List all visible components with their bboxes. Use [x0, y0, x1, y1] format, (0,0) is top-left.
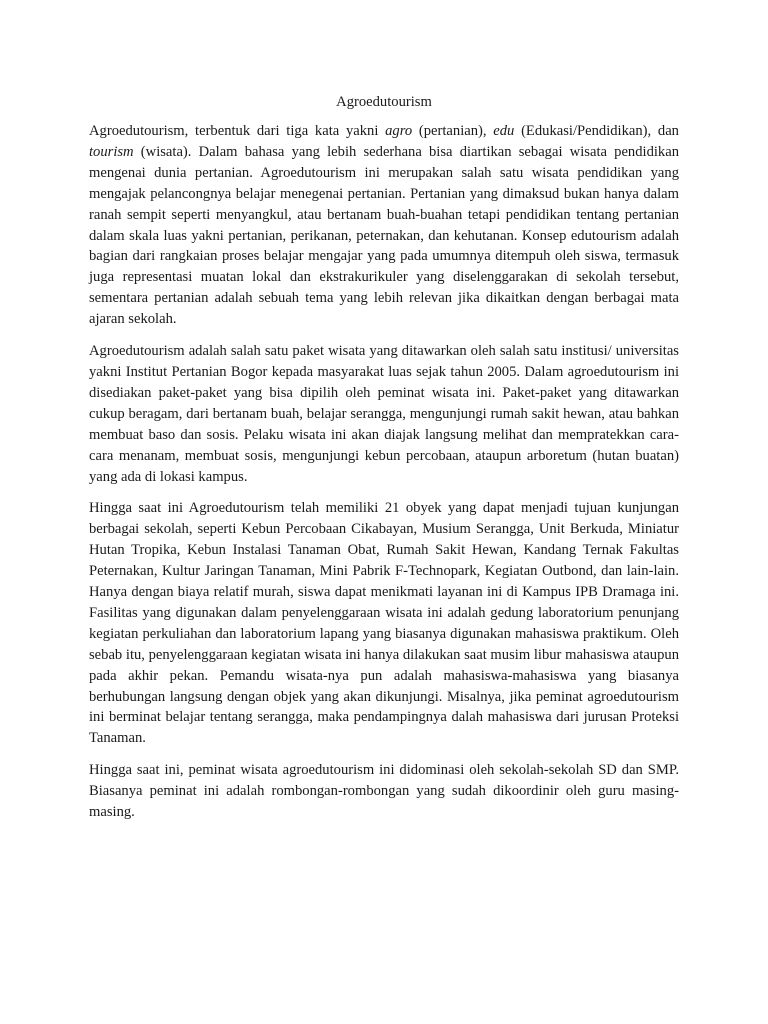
- paragraph-1: [89, 121, 679, 330]
- term-edu: edu: [493, 123, 515, 139]
- paragraph-1-text-3: (Edukasi/Pendidikan), dan: [514, 123, 679, 139]
- term-agro: agro: [385, 123, 413, 139]
- paragraph-2: Agroedutourism adalah salah satu paket wisata yang ditawarkan oleh salah satu institusi/ universitas yakni Institut Pertanian Bogor kepada masyarakat luas sejak tahun 2005. Dalam agroedutourism ini disediakan paket-paket yang bisa dipilih oleh peminat wisata ini. Paket-paket yang ditawarkan cukup beragam, dari bertanam buah, belajar serangga, mengunjungi rumah sakit hewan, atau bahkan membuat baso dan sosis. Pelaku wisata ini akan diajak langsung melihat dan mempratekkan cara-cara menanam, membuat sosis, mengunjungi kebun percobaan, ataupun arboretum (hutan buatan) yang ada di lokasi kampus.: [89, 343, 679, 485]
- paragraph-3: Hingga saat ini Agroedutourism telah memiliki 21 obyek yang dapat menjadi tujuan kunjungan berbagai sekolah, seperti Kebun Percobaan Cikabayan, Musium Serangga, Unit Berkuda, Miniatur Hutan Tropika, Kebun Instalasi Tanaman Obat, Rumah Sakit Hewan, Kandang Ternak Fakultas Peternakan, Kultur Jaringan Tanaman, Mini Pabrik F-Technopark, Kegiatan Outbond, dan lain-lain. Hanya dengan biaya relatif murah, siswa dapat menikmati layanan ini di Kampus IPB Dramaga ini. Fasilitas yang digunakan dalam penyelenggaraan wisata ini adalah gedung laboratorium penunjang kegiatan perkuliahan dan laboratorium lapang yang biasanya digunakan mahasiswa praktikum. Oleh sebab itu, penyelenggaraan kegiatan wisata ini hanya dilakukan saat musim libur mahasiswa ataupun pada akhir pekan. Pemandu wisata-nya pun adalah mahasiswa-mahasiswa yang biasanya berhubungan langsung dengan objek yang akan dikunjungi. Misalnya, jika peminat agroedutourism ini berminat belajar tentang serangga, maka pendampingnya dalah mahasiswa dari jurusan Proteksi Tanaman.: [89, 500, 679, 747]
- paragraph-1-text-1: Agroedutourism, terbentuk dari tiga kata yakni: [89, 123, 386, 139]
- paragraph-4: Hingga saat ini, peminat wisata agroedutourism ini didominasi oleh sekolah-sekolah SD dan SMP. Biasanya peminat ini adalah rombongan-rombongan yang sudah dikoordinir oleh guru masing-masing.: [89, 762, 679, 821]
- paragraph-1-text-4: (wisata). Dalam bahasa yang lebih sederhana bisa diartikan sebagai wisata pendidikan mengenai dunia pertanian. Agroedutourism ini merupakan salah satu wisata pendidikan yang mengajak pelancongnya belajar menegenai pertanian. Pertanian yang dimaksud bukan hanya dalam ranah sempit seperti menyangkul, atau bertanam buah-buahan tetapi pendidikan tentang pertanian dalam skala luas yakni pertanian, perikanan, peternakan, dan kehutanan. Konsep edutourism adalah bagian dari rangkaian proses belajar mengajar yang pada umumnya ditempuh oleh siswa, termasuk juga representasi muatan lokal dan ekstrakurikuler yang diselenggarakan di sekolah tersebut, sementara pertanian adalah sebuah tema yang lebih relevan jika dikaitkan dengan berbagai mata ajaran sekolah.: [89, 143, 679, 328]
- term-tourism: tourism: [89, 143, 134, 160]
- document-body: [89, 121, 679, 834]
- document-title: Agroedutourism: [336, 94, 432, 110]
- paragraph-1-text-2: (pertanian),: [412, 123, 494, 139]
